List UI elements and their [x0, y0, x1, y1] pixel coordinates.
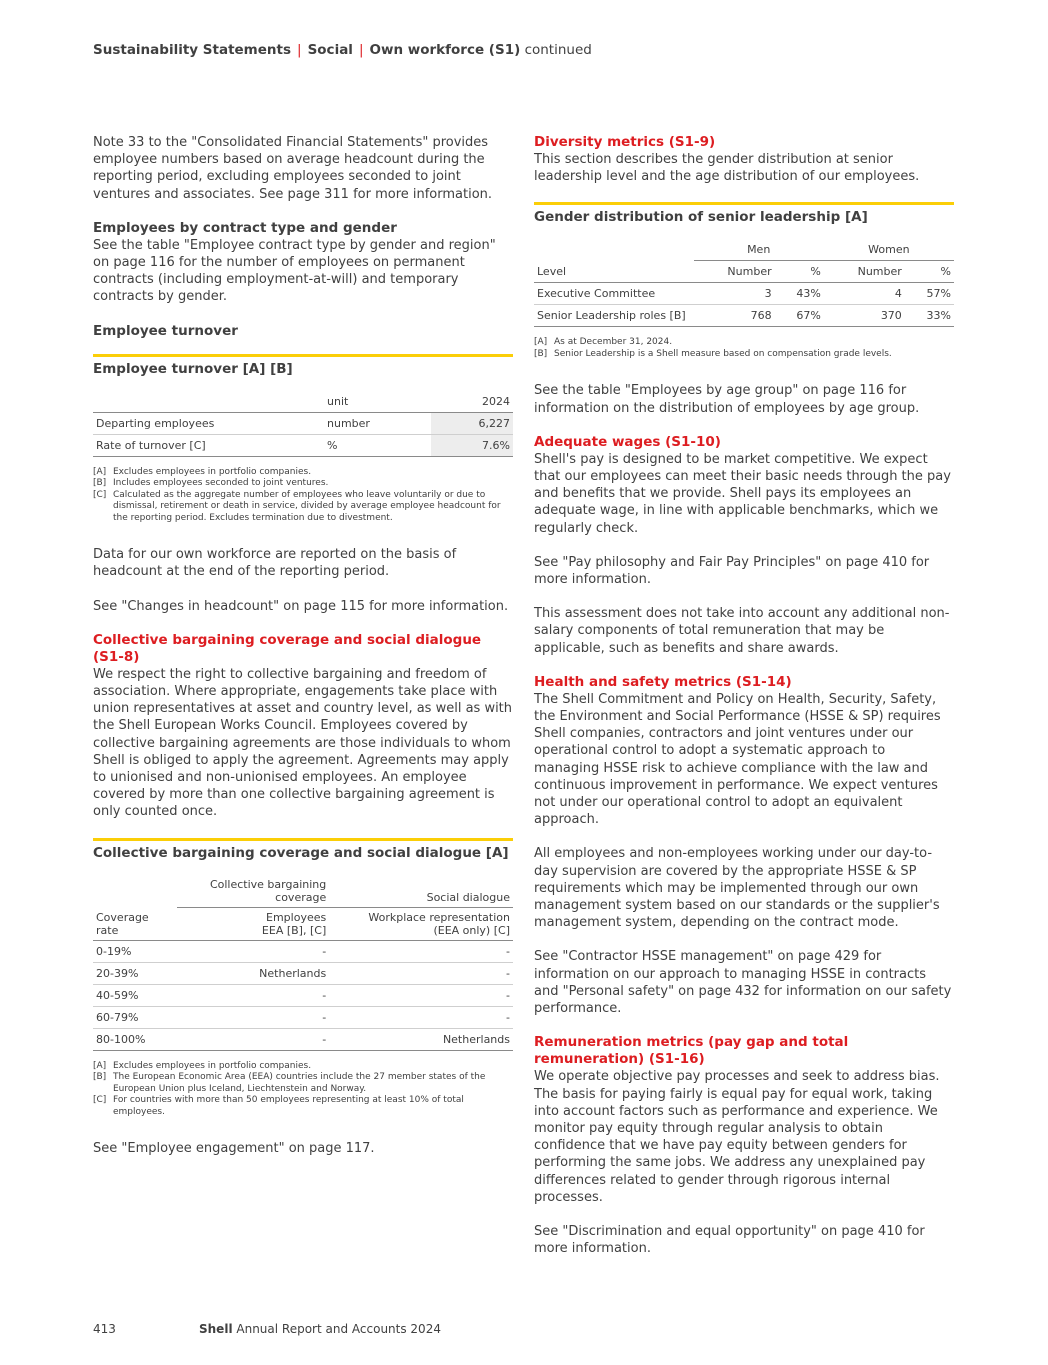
table-row: Executive Committee 3 43% 4 57% — [534, 283, 954, 305]
women-group-header: Women — [824, 239, 954, 261]
header-sub2: Own workforce (S1) — [369, 42, 521, 58]
cb-group-header: Collective bargaining coverage — [177, 875, 329, 908]
table-row — [93, 434, 513, 456]
wages-paragraph: Shell's pay is designed to be market competitive. We expect that our employees can meet their basic needs through the pay and benefits that we provide. Shell pays its employees an adequate wage, in line with applicable benchmarks, which we regularly check. — [534, 451, 951, 536]
hs-heading: Health and safety metrics (S1-14) — [534, 673, 792, 690]
cb-table-block — [93, 838, 513, 1119]
cb-footnotes — [93, 1061, 513, 1119]
cb-table — [93, 875, 513, 1051]
col-header-employees: Employees EEA [B], [C] — [177, 907, 329, 940]
footnote: [A] As at December 31, 2024. — [534, 337, 673, 348]
header-suffix: continued — [524, 42, 592, 58]
turnover-footnotes — [93, 467, 513, 525]
diversity-heading: Diversity metrics (S1-9) — [534, 134, 716, 150]
col-header-level: Level — [534, 261, 694, 283]
col-header-year: 2024 — [431, 391, 513, 413]
table-row: 40-59% - - — [93, 984, 513, 1006]
row-label: Departing employees — [93, 412, 324, 434]
left-column — [93, 134, 513, 1174]
col-header-coverage: Coverage rate — [93, 907, 177, 940]
report-title: Annual Report and Accounts 2024 — [236, 1322, 441, 1336]
table-row: 20-39% Netherlands - — [93, 962, 513, 984]
right-column — [534, 134, 954, 1274]
wages-heading: Adequate wages (S1-10) — [534, 433, 721, 450]
running-header — [93, 42, 592, 58]
hs-paragraph-3: See "Contractor HSSE management" on page 429 for information on our approach to managing HSSE in contracts and "Personal safety" on page 432 for information on our safety performance. — [534, 949, 952, 1017]
row-label: Rate of turnover [C] — [93, 434, 324, 456]
assessment-paragraph: This assessment does not take into account any additional non-salary components of total remuneration that may be applicable, such as benefits and share awards. — [534, 606, 950, 656]
table-row: Senior Leadership roles [B] 768 67% 370 33% — [534, 305, 954, 327]
col-header-pct: % — [905, 261, 954, 283]
gender-footnotes — [534, 337, 954, 360]
men-group-header: Men — [694, 239, 824, 261]
row-unit: % — [324, 434, 431, 456]
col-header-unit: unit — [324, 391, 431, 413]
table-row: 0-19% - - — [93, 940, 513, 962]
col-header-number: Number — [824, 261, 905, 283]
cb-heading: Collective bargaining coverage and social dialogue (S1-8) — [93, 631, 482, 665]
hs-paragraph-2: All employees and non-employees working under our day-to-day supervision are covered by the appropriate HSSE & SP requirements which may be implemented through our own management system based on our standards or the supplier's management system, depending on the contract mode. — [534, 846, 940, 931]
turnover-table-title: Employee turnover [A] [B] — [93, 360, 293, 377]
pay-paragraph: See "Pay philosophy and Fair Pay Principles" on page 410 for more information. — [534, 554, 930, 588]
footnote: [C] Calculated as the aggregate number of employees who leave voluntarily or due to dismissal, retirement or death in service, divided by average employee headcount for the reporting period. Excludes termination due to divestment. — [93, 489, 501, 523]
cb-paragraph: We respect the right to collective bargaining and freedom of association. Where appropriate, engagements take place with union representatives at asset and country level, as well as with the Shell European Works Council. Employees covered by collective bargaining agreements are those individuals to whom Shell is obliged to apply the agreement. Agreements may apply to unionised and non-unionised employees. An employee covered by more than one collective bargaining agreement is only counted once. — [93, 666, 513, 820]
page-footer — [93, 1322, 441, 1336]
header-separator: | — [297, 42, 302, 58]
engagement-paragraph: See "Employee engagement" on page 117. — [93, 1141, 375, 1157]
gender-table — [534, 239, 954, 327]
diversity-paragraph: This section describes the gender distribution at senior leadership level and the age distribution of our employees. — [534, 152, 920, 185]
remuneration-heading: Remuneration metrics (pay gap and total remuneration) (S1-16) — [534, 1034, 849, 1068]
footnote: [B] Includes employees seconded to joint ventures. — [93, 478, 329, 489]
gender-table-block — [534, 202, 954, 360]
remuneration-paragraph: We operate objective pay processes and seek to address bias. The basis for paying fairly is equal pay for equal work, taking into account factors such as performance and experience. We monitor pay equity through regular analysis to obtain confidence that we have pay equity between genders for performing the same jobs. We address any unexplained pay differences related to gender through rigorous internal processes. — [534, 1069, 940, 1205]
table-row: 60-79% - - — [93, 1006, 513, 1028]
gender-table-title: Gender distribution of senior leadership [A] — [534, 209, 868, 226]
header-separator: | — [358, 42, 364, 58]
age-paragraph: See the table "Employees by age group" on page 116 for information on the distribution of employees by age group. — [534, 383, 920, 416]
turnover-table-block — [93, 354, 513, 525]
contract-heading: Employees by contract type and gender — [93, 219, 397, 236]
table-row: 80-100% - Netherlands — [93, 1028, 513, 1050]
row-value: 6,227 — [431, 412, 513, 434]
page-number: 413 — [93, 1322, 116, 1336]
footnote: [B] Senior Leadership is a Shell measure based on compensation grade levels. — [534, 348, 892, 359]
header-sub1: Social — [307, 42, 353, 58]
intro-paragraph: Note 33 to the "Consolidated Financial Statements" provides employee numbers based on average headcount during the reporting period, excluding employees seconded to joint ventures and associates. See page 311 for more information. — [93, 135, 493, 202]
col-header-pct: % — [775, 261, 824, 283]
turnover-table — [93, 391, 513, 457]
cb-table-title: Collective bargaining coverage and social dialogue [A] — [93, 844, 509, 861]
row-unit: number — [324, 412, 431, 434]
header-section: Sustainability Statements — [93, 42, 291, 58]
brand-name: Shell — [199, 1322, 233, 1336]
col-header-workplace: Workplace representation (EEA only) [C] — [329, 907, 513, 940]
col-header-number: Number — [694, 261, 775, 283]
table-row — [93, 412, 513, 434]
footnote: [B] The European Economic Area (EEA) countries include the 27 member states of the European Union plus Iceland, Liechtenstein and Norway. — [93, 1072, 486, 1094]
discrimination-paragraph: See "Discrimination and equal opportunity" on page 410 for more information. — [534, 1223, 925, 1257]
footer-title — [199, 1322, 441, 1336]
changes-paragraph: See "Changes in headcount" on page 115 for more information. — [93, 598, 509, 614]
turnover-heading: Employee turnover — [93, 322, 238, 339]
headcount-paragraph: Data for our own workforce are reported on the basis of headcount at the end of the reporting period. — [93, 547, 457, 580]
row-value: 7.6% — [431, 434, 513, 456]
sd-group-header: Social dialogue — [329, 875, 513, 908]
footnote: [A] Excludes employees in portfolio companies. — [93, 466, 312, 477]
footnote: [A] Excludes employees in portfolio companies. — [93, 1060, 312, 1071]
hs-paragraph: The Shell Commitment and Policy on Health, Security, Safety, the Environment and Social Performance (HSSE & SP) requires Shell companies, contractors and joint ventures under our operational control to adopt a systematic approach to managing HSSE risk to achieve compliance with the law and continuous improvement in performance. We expect ventures not under our operational control to adopt an equivalent approach. — [534, 691, 941, 828]
contract-paragraph: See the table "Employee contract type by gender and region" on page 116 for the number of employees on permanent contracts (including employment-at-will) and temporary contracts by gender. — [93, 237, 496, 305]
footnote: [C] For countries with more than 50 employees representing at least 10% of total employees. — [93, 1095, 464, 1117]
